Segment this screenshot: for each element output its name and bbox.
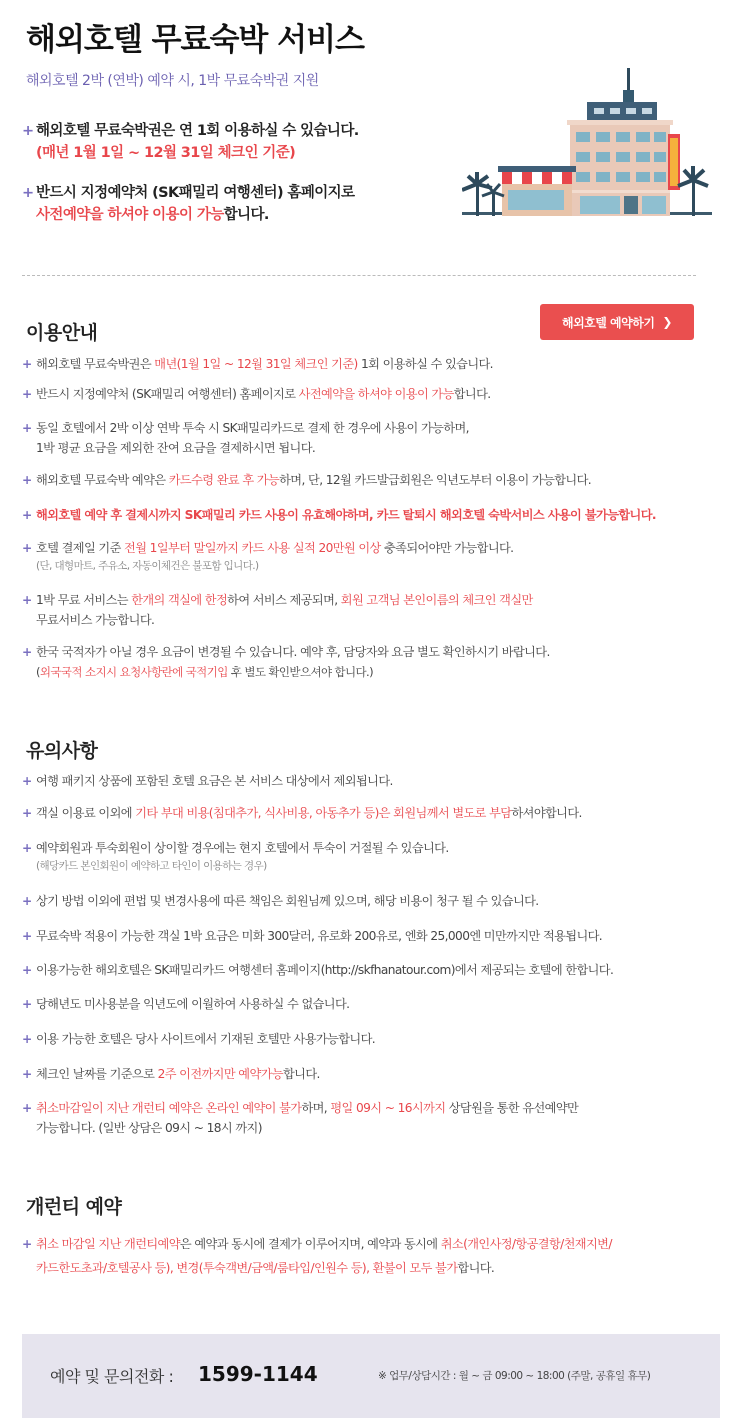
item-text: 여행 패키지 상품에 포함된 호텔 요금은 본 서비스 대상에서 제외됩니다. bbox=[36, 774, 393, 788]
usage-heading: 이용안내 bbox=[26, 322, 98, 344]
book-overseas-hotel-button[interactable] bbox=[540, 304, 694, 340]
highlight-1-line2: (매년 1월 1일 ~ 12월 31일 체크인 기준) bbox=[36, 145, 296, 161]
list-item bbox=[22, 803, 712, 823]
item-text: 동일 호텔에서 2박 이상 연박 투숙 시 SK패밀리카드로 결제 한 경우에 사용이 가능하며, bbox=[36, 421, 469, 435]
item-note: (해당카드 본인회원이 예약하고 타인이 이용하는 경우) bbox=[36, 860, 267, 872]
item-text: 상기 방법 이외에 편법 및 변경사용에 따른 책임은 회원님께 있으며, 해당 비용이 청구 될 수 있습니다. bbox=[36, 894, 539, 908]
item-text: 충족되어야만 가능합니다. bbox=[380, 541, 514, 555]
plus-icon: + bbox=[22, 421, 32, 435]
item-highlight: 평일 09시 ~ 16시까지 bbox=[330, 1101, 446, 1115]
list-item bbox=[22, 1064, 712, 1084]
plus-icon: + bbox=[22, 963, 32, 977]
item-text: 하며, bbox=[301, 1101, 331, 1115]
item-text: 1박 무료 서비스는 bbox=[36, 593, 132, 607]
list-item bbox=[22, 470, 712, 490]
plus-icon: + bbox=[22, 1067, 32, 1081]
item-text: 합니다. bbox=[283, 1067, 320, 1081]
item-text: 한국 국적자가 아닐 경우 요금이 변경될 수 있습니다. 예약 후, 담당자와 요금 별도 확인하시기 바랍니다. bbox=[36, 645, 550, 659]
plus-icon: + bbox=[22, 185, 34, 201]
item-highlight: 한개의 객실에 한정 bbox=[131, 593, 228, 607]
page-title: 해외호텔 무료숙박 서비스 bbox=[26, 22, 364, 58]
page-subtitle: 해외호텔 2박 (연박) 예약 시, 1박 무료숙박권 지원 bbox=[26, 73, 319, 89]
plus-icon: + bbox=[22, 473, 32, 487]
item-text: 하셔야합니다. bbox=[511, 806, 582, 820]
item-text-line2: 무료서비스 가능합니다. bbox=[36, 613, 155, 627]
list-item bbox=[22, 1232, 712, 1280]
contact-label: 예약 및 문의전화 : bbox=[50, 1367, 174, 1386]
list-item bbox=[22, 960, 712, 980]
plus-icon: + bbox=[22, 1032, 32, 1046]
item-note: ( bbox=[36, 665, 40, 679]
item-text: 예약회원과 투숙회원이 상이할 경우에는 현지 호텔에서 투숙이 거절될 수 있습니다. bbox=[36, 841, 449, 855]
item-highlight: 카드한도초과/호텔공사 등), 변경(투숙객변/금액/룸타입/인원수 등), 환불이 모두 불가 bbox=[36, 1261, 458, 1275]
list-item-warning bbox=[22, 505, 712, 525]
plus-icon: + bbox=[22, 894, 32, 908]
item-text: 객실 이용료 이외에 bbox=[36, 806, 136, 820]
item-text: 하며, 단, 12월 카드발급회원은 익년도부터 이용이 가능합니다. bbox=[279, 473, 592, 487]
plus-icon: + bbox=[22, 1101, 32, 1115]
plus-icon: + bbox=[22, 387, 32, 401]
hotel-building-illustration bbox=[462, 60, 712, 220]
highlight-2-tail: 합니다. bbox=[223, 207, 269, 223]
item-text: 해외호텔 예약 후 결제시까지 SK패밀리 카드 사용이 유효해야하며, 카드 탈퇴시 해외호텔 숙박서비스 사용이 불가능합니다. bbox=[36, 508, 656, 522]
list-item bbox=[22, 838, 712, 875]
plus-icon: + bbox=[22, 997, 32, 1011]
book-button-label: 해외호텔 예약하기 bbox=[562, 315, 655, 330]
item-highlight: 취소(개인사정/항공결항/천재지변/ bbox=[440, 1237, 612, 1251]
list-item bbox=[22, 354, 712, 374]
item-highlight: 사전예약을 하셔야 이용이 가능 bbox=[298, 387, 454, 401]
item-text: 무료숙박 적용이 가능한 객실 1박 요금은 미화 300달러, 유로화 200유로, 엔화 25,000엔 미만까지만 적용됩니다. bbox=[36, 929, 603, 943]
list-item bbox=[22, 926, 712, 946]
list-item bbox=[22, 1029, 712, 1049]
list-item bbox=[22, 418, 712, 458]
item-highlight: 회원 고객님 본인이름의 체크인 객실만 bbox=[340, 593, 533, 607]
item-text: 이용가능한 해외호텔은 SK패밀리카드 여행센터 홈페이지(http://skfhanatour.com)에서 제공되는 호텔에 한합니다. bbox=[36, 963, 614, 977]
highlight-2-line1: 반드시 지정예약처 (SK패밀리 여행센터) 홈페이지로 bbox=[36, 185, 355, 201]
item-text: 은 예약과 동시에 결제가 이루어지며, 예약과 동시에 bbox=[179, 1237, 441, 1251]
item-text: 이용 가능한 호텔은 당사 사이트에서 기재된 호텔만 사용가능합니다. bbox=[36, 1032, 376, 1046]
item-highlight: 2주 이전까지만 예약가능 bbox=[157, 1067, 283, 1081]
item-text: 해외호텔 무료숙박권은 bbox=[36, 357, 155, 371]
plus-icon: + bbox=[22, 357, 32, 371]
item-highlight: 전월 1일부터 말일까지 카드 사용 실적 20만원 이상 bbox=[124, 541, 381, 555]
plus-icon: + bbox=[22, 929, 32, 943]
item-text: 체크인 날짜를 기준으로 bbox=[36, 1067, 158, 1081]
chevron-right-icon: ❯ bbox=[662, 315, 672, 329]
list-item bbox=[22, 642, 712, 682]
item-text-line2: 가능합니다. (일반 상담은 09시 ~ 18시 까지) bbox=[36, 1121, 262, 1135]
item-highlight: 카드수령 완료 후 가능 bbox=[168, 473, 280, 487]
item-text: 1회 이용하실 수 있습니다. bbox=[357, 357, 493, 371]
list-item bbox=[22, 384, 712, 404]
plus-icon: + bbox=[22, 774, 32, 788]
plus-icon: + bbox=[22, 1237, 32, 1251]
item-note: 후 별도 확인받으셔야 합니다.) bbox=[227, 665, 373, 679]
highlight-1 bbox=[22, 120, 359, 164]
plus-icon: + bbox=[22, 645, 32, 659]
business-hours: ※ 업무/상담시간 : 월 ~ 금 09:00 ~ 18:00 (주말, 공휴일 휴무) bbox=[378, 1370, 651, 1382]
list-item bbox=[22, 538, 712, 575]
highlight-2-red: 사전예약을 하셔야 이용이 가능 bbox=[36, 207, 224, 223]
item-text-line2: 1박 평균 요금을 제외한 잔여 요금을 결제하시면 됩니다. bbox=[36, 441, 316, 455]
contact-footer bbox=[22, 1334, 720, 1418]
list-item bbox=[22, 590, 712, 630]
list-item bbox=[22, 771, 712, 791]
item-highlight: 취소 마감일 지난 개런티예약 bbox=[36, 1237, 180, 1251]
plus-icon: + bbox=[22, 806, 32, 820]
highlight-1-line1: 해외호텔 무료숙박권은 연 1회 이용하실 수 있습니다. bbox=[36, 123, 359, 139]
item-note: (단, 대형마트, 주유소, 자동이체건은 불포함 입니다.) bbox=[36, 560, 259, 572]
item-text: 반드시 지정예약처 (SK패밀리 여행센터) 홈페이지로 bbox=[36, 387, 299, 401]
plus-icon: + bbox=[22, 541, 32, 555]
plus-icon: + bbox=[22, 841, 32, 855]
plus-icon: + bbox=[22, 508, 32, 522]
list-item bbox=[22, 1098, 712, 1138]
item-text: 합니다. bbox=[453, 387, 491, 401]
plus-icon: + bbox=[22, 123, 34, 139]
item-text: 당해년도 미사용분을 익년도에 이월하여 사용하실 수 없습니다. bbox=[36, 997, 350, 1011]
phone-number: 1599-1144 bbox=[198, 1362, 318, 1386]
item-highlight: 외국국적 소지시 요청사항란에 국적기입 bbox=[39, 665, 228, 679]
highlight-2 bbox=[22, 182, 354, 226]
list-item bbox=[22, 994, 712, 1014]
section-divider bbox=[22, 275, 696, 276]
item-text: 하여 서비스 제공되며, bbox=[227, 593, 341, 607]
item-highlight: 기타 부대 비용(침대추가, 식사비용, 아동추가 등)은 회원님께서 별도로 부담 bbox=[135, 806, 512, 820]
item-text: 호텔 결제일 기준 bbox=[36, 541, 125, 555]
plus-icon: + bbox=[22, 593, 32, 607]
notes-heading: 유의사항 bbox=[26, 740, 98, 762]
list-item bbox=[22, 891, 712, 911]
item-highlight: 취소마감일이 지난 개런티 예약은 온라인 예약이 불가 bbox=[36, 1101, 302, 1115]
item-highlight: 매년(1월 1일 ~ 12월 31일 체크인 기준) bbox=[154, 357, 358, 371]
guarantee-heading: 개런티 예약 bbox=[26, 1196, 122, 1218]
item-text: 해외호텔 무료숙박 예약은 bbox=[36, 473, 169, 487]
item-text: 상담원을 통한 유선예약만 bbox=[445, 1101, 579, 1115]
item-text: 합니다. bbox=[457, 1261, 495, 1275]
